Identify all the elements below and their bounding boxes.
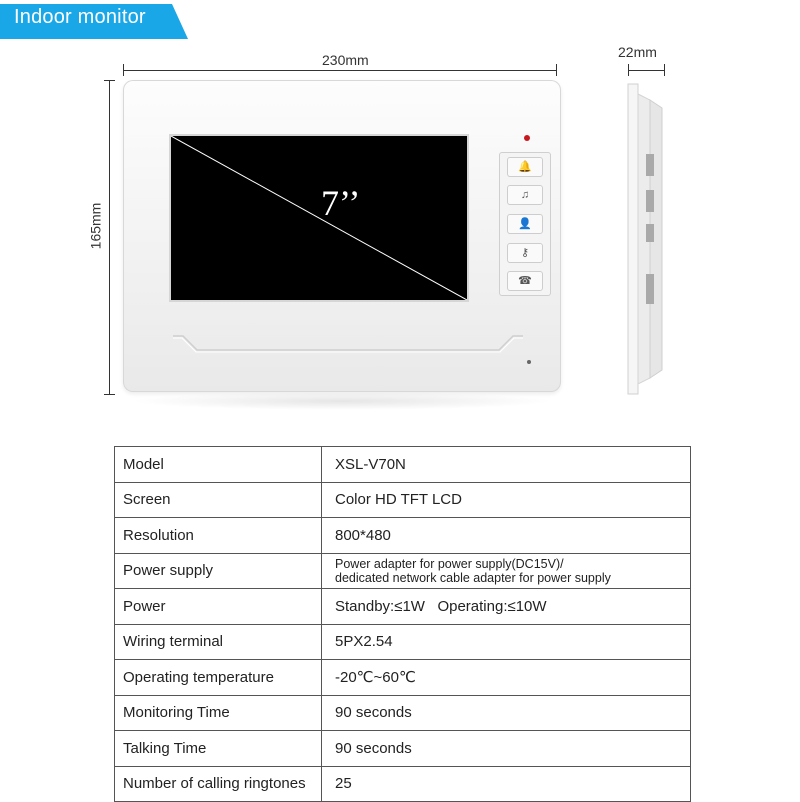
status-led [524,135,530,141]
table-row [115,766,691,802]
phone-icon[interactable]: ☎ [507,271,543,291]
table-row [115,518,691,554]
button-panel [499,152,551,296]
spec-label: Operating temperature [115,660,322,696]
width-dimension-tick-left [123,64,124,76]
spec-value: -20℃~60℃ [322,660,691,696]
microphone-hole [527,360,531,364]
table-row [115,695,691,731]
depth-dimension-label: 22mm [618,44,657,60]
spec-value-line: Power adapter for power supply(DC15V)/ [335,556,564,571]
height-dimension-label: 165mm [87,202,104,250]
spec-value [322,553,691,589]
spec-label: Resolution [115,518,322,554]
spec-value: 90 seconds [322,731,691,767]
width-dimension-tick-right [556,64,557,76]
spec-label: Wiring terminal [115,624,322,660]
bell-icon[interactable]: 🔔 [507,157,543,177]
screen-diagonal [171,136,467,300]
width-dimension-label: 230mm [322,52,369,68]
table-row [115,482,691,518]
monitor-front-view [123,80,561,392]
spec-label: Monitoring Time [115,695,322,731]
page-title: Indoor monitor [14,6,146,28]
person-icon[interactable]: 👤 [507,214,543,234]
spec-value: 90 seconds [322,695,691,731]
table-row [115,447,691,483]
table-row [115,660,691,696]
height-dimension-tick-bottom [104,394,115,395]
depth-dimension-tick-left [628,64,629,76]
table-row [115,553,691,589]
unlock-icon[interactable]: ⚷ [507,243,543,263]
depth-dimension-tick-right [664,64,665,76]
monitor-shadow [130,392,554,410]
spec-label: Power [115,589,322,625]
spec-value: 25 [322,766,691,802]
table-row [115,624,691,660]
spec-value: XSL-V70N [322,447,691,483]
spec-label: Screen [115,482,322,518]
monitor-side-view [626,82,666,396]
spec-value: 5PX2.54 [322,624,691,660]
depth-dimension-line [628,70,664,71]
spec-label: Power supply [115,553,322,589]
table-row [115,731,691,767]
spec-label: Model [115,447,322,483]
spec-label: Number of calling ringtones [115,766,322,802]
width-dimension-line [123,70,557,71]
height-dimension-line [109,80,110,394]
spec-value: 800*480 [322,518,691,554]
table-row [115,589,691,625]
height-dimension-tick-top [104,80,115,81]
spec-table [114,446,691,802]
front-groove [173,334,523,354]
spec-value: Standby:≤1W Operating:≤10W [322,589,691,625]
spec-value-line: dedicated network cable adapter for power supply [335,570,611,585]
music-note-icon[interactable]: ♫ [507,185,543,205]
screen-size-label: 7’’ [321,183,361,223]
spec-value: Color HD TFT LCD [322,482,691,518]
monitor-screen [171,136,467,300]
spec-label: Talking Time [115,731,322,767]
